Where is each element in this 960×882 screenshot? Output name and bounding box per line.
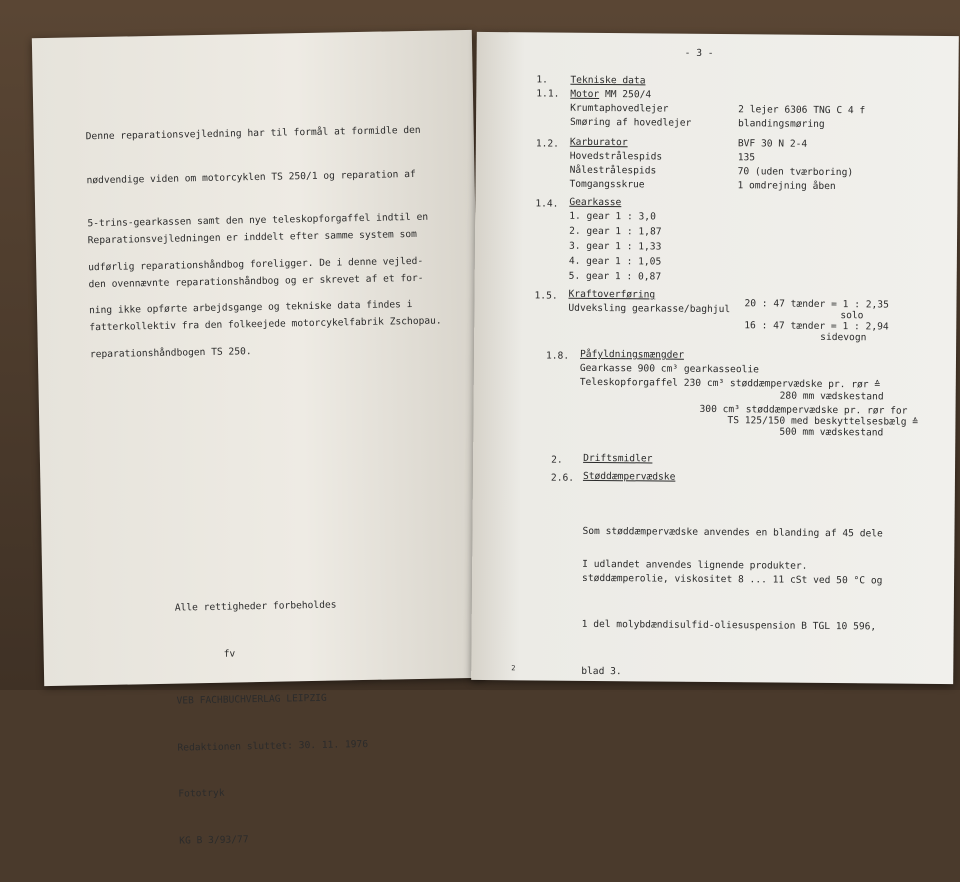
section-title: Kraftoverføring: [568, 288, 656, 301]
fill-line: 280 mm vædskestand: [779, 390, 884, 403]
row-value: 2 lejer 6306 TNG C 4 f: [738, 104, 866, 117]
section-title: Karburator: [569, 136, 628, 149]
section-number: 2.6.: [550, 472, 575, 484]
section-title: Driftsmidler: [583, 452, 653, 465]
ratio-note: solo: [840, 310, 864, 322]
section-number: 1.1.: [536, 88, 560, 100]
section-number: 1.: [536, 74, 549, 86]
fill-line: 300 cm³ støddæmpervædske pr. rør for: [699, 403, 908, 417]
section-title: [570, 89, 651, 101]
imprint: [174, 566, 371, 880]
row-label: Hovedstrålespids: [569, 150, 663, 163]
row-value: 1 omdrejning åben: [737, 180, 836, 193]
row-label: Krumtaphovedlejer: [570, 102, 669, 115]
imprint-line: fv: [223, 647, 236, 660]
shock-fluid-paragraph: [581, 493, 883, 713]
row-label: Smøring af hovedlejer: [570, 116, 692, 129]
fill-line: Gearkasse 900 cm³ gearkasseolie: [579, 362, 760, 376]
second-paragraph: [87, 198, 442, 364]
row-value: BVF 30 N 2-4: [737, 138, 808, 150]
abroad-note: I udlandet anvendes lignende produkter.: [582, 558, 808, 572]
second-line: fatterkollektiv fra den folkeejede motorcykelfabrik Zschopau.: [89, 315, 442, 334]
ratio-note: sidevogn: [820, 331, 867, 344]
row-value: blandingsmøring: [737, 118, 825, 130]
section-number: 1.4.: [535, 198, 559, 210]
gear-ratio: 2. gear 1 : 1,87: [569, 225, 662, 238]
second-line: Reparationsvejledningen er inddelt efter samme system som: [87, 228, 417, 247]
row-label: Udveksling gearkasse/baghjul: [568, 302, 731, 316]
second-line: den ovennævnte reparationshåndbog og er skrevet af et for-: [88, 272, 424, 290]
intro-line: 5-trins-gearkassen samt den nye teleskopforgaffel indtil en: [87, 211, 429, 230]
section-title: Støddæmpervædske: [582, 470, 676, 483]
ratio-sidecar: 16 : 47 tænder = 1 : 2,94: [744, 320, 889, 333]
right-page: [471, 32, 959, 684]
section-number: 2.: [551, 454, 563, 466]
gear-ratio: 3. gear 1 : 1,33: [568, 240, 662, 253]
imprint-line: Fototryk: [178, 787, 225, 800]
ratio-solo: 20 : 47 tænder = 1 : 2,35: [744, 298, 889, 311]
intro-line: reparationshåndbogen TS 250.: [89, 345, 252, 360]
imprint-line: Redaktionen sluttet: 30. 11. 1976: [177, 738, 369, 754]
gear-ratio: 1. gear 1 : 3,0: [569, 210, 656, 223]
intro-line: nødvendige viden om motorcyklen TS 250/1 og reparation af: [86, 168, 416, 186]
paragraph-line: Som støddæmpervædske anvendes en blanding af 45 dele: [582, 525, 883, 540]
section-title-suffix: MM 250/4: [599, 88, 652, 101]
paragraph-line: støddæmperolie, viskositet 8 ... 11 cSt ved 50 °C og: [582, 572, 883, 586]
fill-line: 500 mm vædskestand: [779, 426, 884, 439]
fill-line: Teleskopforgaffel 230 cm³ støddæmpervædske pr. rør ≙: [579, 376, 881, 391]
gear-ratio: 4. gear 1 : 1,05: [568, 255, 662, 268]
section-number: 1.2.: [535, 138, 560, 150]
gear-ratio: 5. gear 1 : 0,87: [568, 270, 662, 283]
row-value: 70 (uden tværboring): [737, 166, 854, 179]
footer-mark: 2: [511, 664, 516, 673]
page-number: - 3 -: [684, 47, 714, 59]
section-number: 1.5.: [534, 290, 558, 302]
left-page: [32, 30, 484, 847]
imprint-line: Alle rettigheder forbeholdes: [174, 599, 337, 614]
row-value: 135: [737, 152, 756, 164]
intro-line: udførlig reparationshåndbog foreligger. De i denne vejled-: [88, 255, 424, 273]
paragraph-line: 1 del molybdændisulfid-oliesuspension B TGL 10 596,: [581, 618, 877, 633]
row-label: Tomgangsskrue: [569, 178, 645, 191]
row-label: Nålestrålespids: [569, 164, 657, 177]
section-number: 1.8.: [545, 350, 570, 362]
section-title-text: Motor: [570, 88, 600, 100]
intro-line: Denne reparationsvejledning har til formål at formidle den: [85, 124, 421, 143]
section-title: Påfyldningsmængder: [579, 348, 685, 361]
intro-line: ning ikke opførte arbejdsgange og tekniske data findes i: [88, 299, 413, 317]
section-title: Gearkasse: [569, 196, 622, 209]
paragraph-line: blad 3.: [581, 665, 622, 677]
fill-line: TS 125/150 med beskyttelsesbælg ≙: [727, 415, 919, 428]
imprint-line: KG B 3/93/77: [179, 833, 249, 847]
imprint-line: VEB FACHBUCHVERLAG LEIPZIG: [176, 692, 327, 707]
section-title: Tekniske data: [570, 74, 646, 87]
